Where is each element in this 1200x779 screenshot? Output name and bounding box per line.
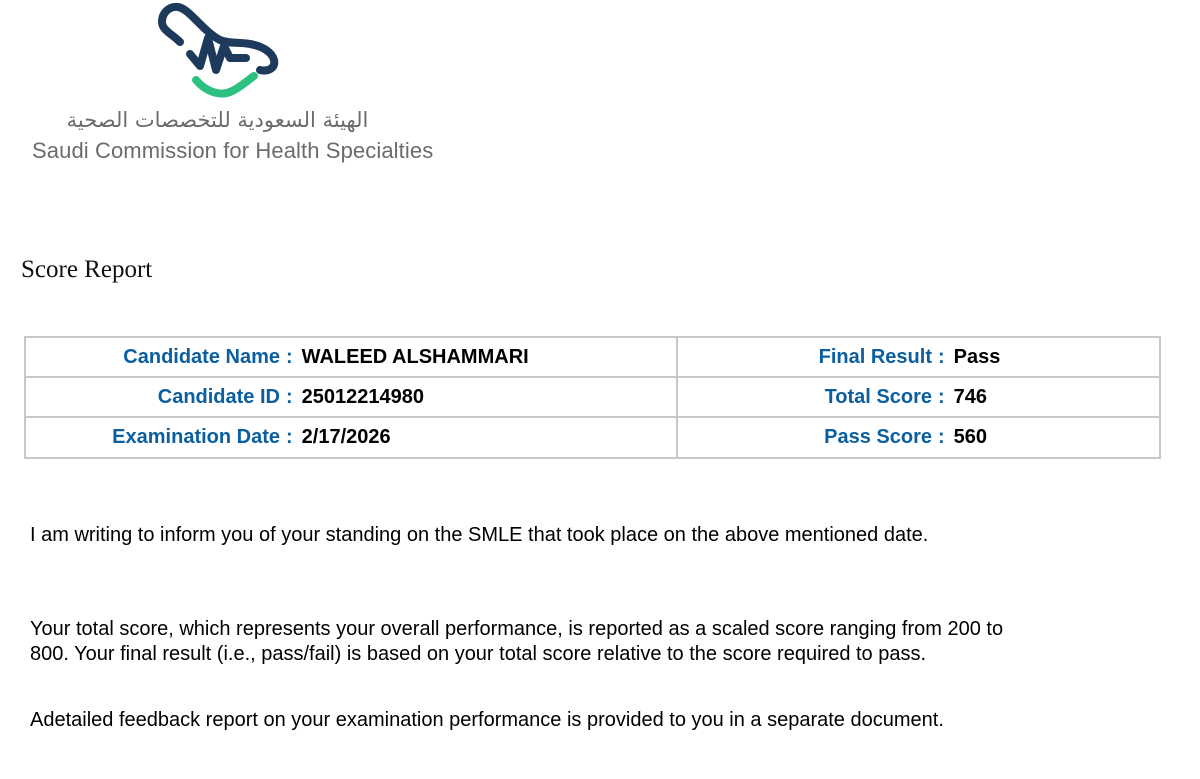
org-name-arabic: الهيئة السعودية للتخصصات الصحية <box>66 108 369 132</box>
score-explanation-line-1: Your total score, which represents your overall performance, is reported as a scaled score ranging from 200 to <box>30 618 1004 640</box>
intro-paragraph: I am writing to inform you of your standing on the SMLE that took place on the above mentioned date. <box>30 524 929 546</box>
separator: : <box>286 385 293 408</box>
separator: : <box>938 426 945 448</box>
total-score-label: Total Score <box>824 385 932 408</box>
exam-date-value: 2/17/2026 <box>301 426 391 448</box>
total-score-row <box>678 378 1159 418</box>
score-explanation-paragraph <box>30 617 1150 667</box>
final-result-label: Final Result <box>818 345 932 368</box>
feedback-paragraph: Adetailed feedback report on your examination performance is provided to you in a separate document. <box>30 709 944 731</box>
candidate-info-table <box>24 336 1161 459</box>
exam-date-row <box>26 418 678 457</box>
org-name-english: Saudi Commission for Health Specialties <box>32 138 434 163</box>
pass-score-value: 560 <box>953 426 988 448</box>
candidate-name-value: WALEED ALSHAMMARI <box>301 345 529 368</box>
candidate-id-label: Candidate ID <box>157 385 280 408</box>
pass-score-row <box>678 418 1159 457</box>
candidate-name-row <box>26 338 678 378</box>
total-score-value: 746 <box>953 385 988 408</box>
final-result-value: Pass <box>953 345 1001 368</box>
separator: : <box>286 345 293 368</box>
separator: : <box>286 426 293 448</box>
final-result-row <box>678 338 1159 378</box>
shcs-heartbeat-logo-icon <box>150 0 290 110</box>
candidate-name-label: Candidate Name <box>123 345 280 368</box>
separator: : <box>938 345 945 368</box>
candidate-id-row <box>26 378 678 418</box>
pass-score-label: Pass Score <box>824 426 932 448</box>
exam-date-label: Examination Date <box>112 426 280 448</box>
candidate-id-value: 25012214980 <box>301 385 425 408</box>
report-title: Score Report <box>21 256 153 283</box>
separator: : <box>938 385 945 408</box>
score-explanation-line-2: 800. Your final result (i.e., pass/fail) is based on your total score relative to the score required to pass. <box>30 643 927 665</box>
